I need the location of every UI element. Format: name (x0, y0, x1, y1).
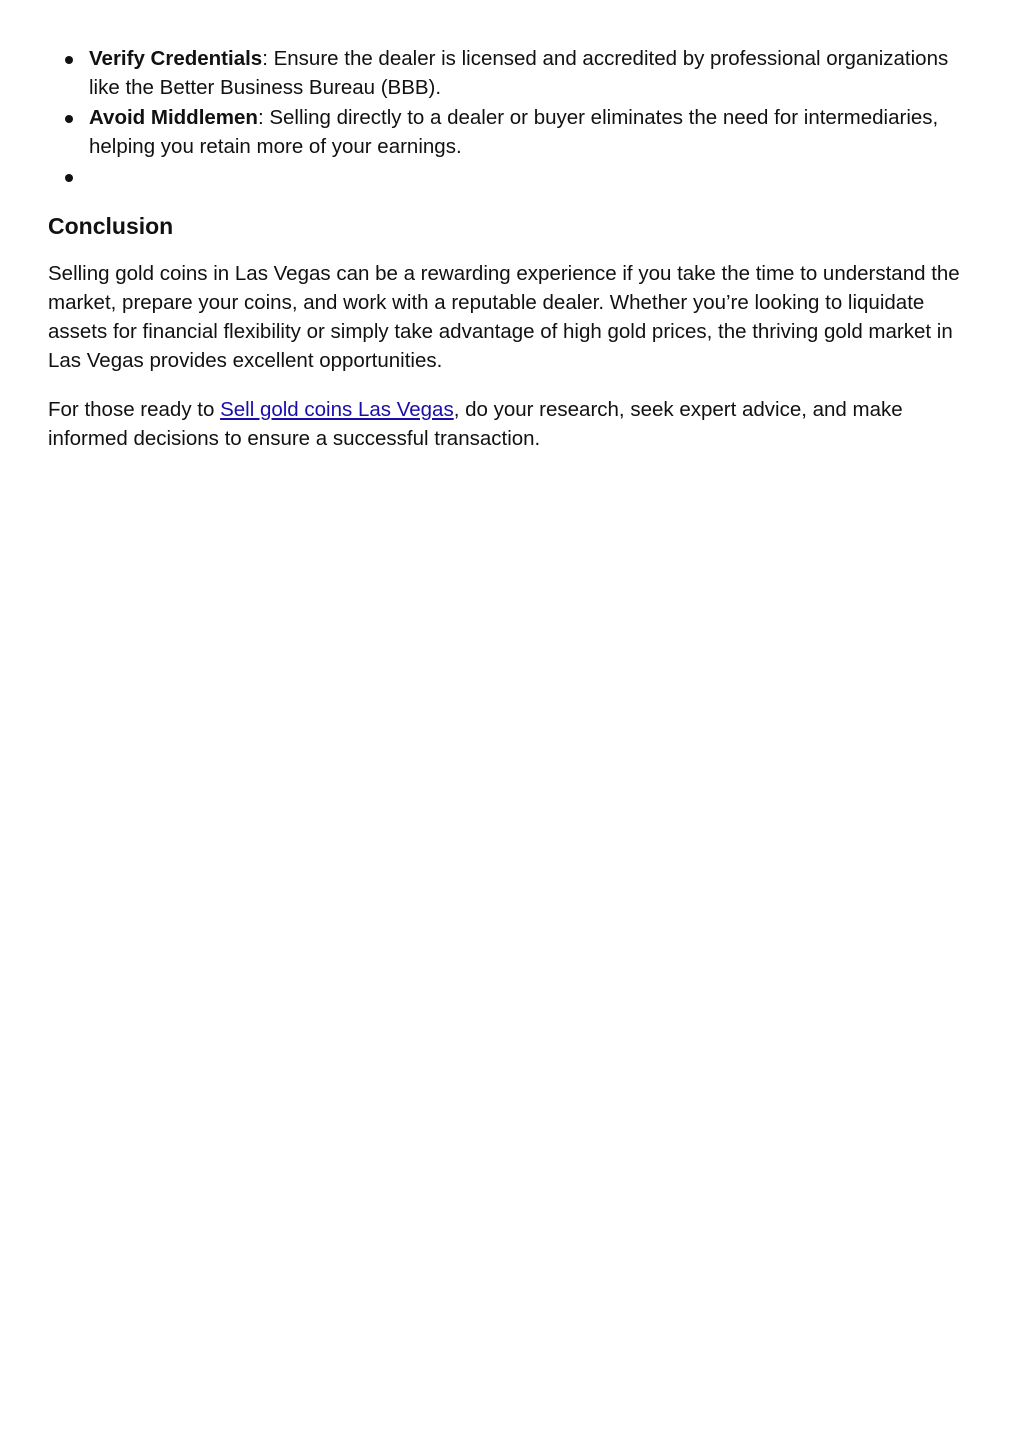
bullet-icon (65, 174, 73, 182)
list-item-text: : Ensure the dealer is licensed and accredited by professional organizations like the Better Business Bureau (BBB). (89, 47, 949, 99)
document-page (48, 44, 968, 473)
list-item-term: Verify Credentials (89, 47, 263, 70)
list-item-empty (48, 162, 968, 191)
paragraph-text-before: For those ready to (48, 398, 221, 421)
list-item-term: Avoid Middlemen (89, 106, 258, 129)
sell-gold-coins-link[interactable]: Sell gold coins Las Vegas (220, 398, 454, 421)
paragraph-text-after: , do your research, seek expert advice, and make informed decisions to ensure a successful transaction. (48, 398, 903, 450)
bullet-icon (65, 56, 73, 64)
conclusion-paragraph: Selling gold coins in Las Vegas can be a rewarding experience if you take the time to understand the market, prepare your coins, and work with a reputable dealer. Whether you’re looking to liquidate assets for financial flexibility or simply take advantage of high gold prices, the thriving gold market in Las Vegas provides excellent opportunities. (48, 262, 960, 372)
call-to-action-paragraph (48, 395, 968, 453)
tips-list (48, 44, 968, 191)
section-heading: Conclusion (48, 213, 174, 239)
list-item (48, 44, 968, 102)
list-item (48, 103, 968, 161)
bullet-icon (65, 115, 73, 123)
list-item-text: : Selling directly to a dealer or buyer eliminates the need for intermediaries, helping you retain more of your earnings. (89, 106, 939, 158)
